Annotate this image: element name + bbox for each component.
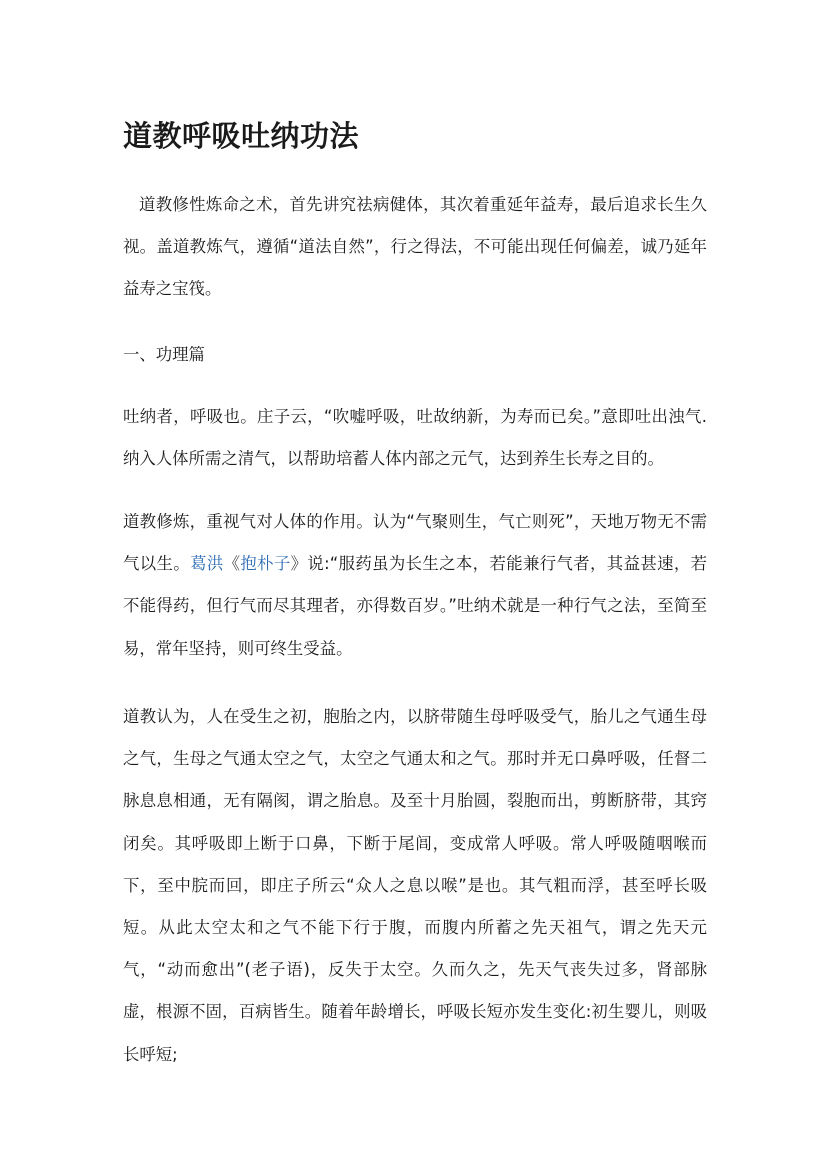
tuna-paragraph: 吐纳者，呼吸也。庄子云，“吹嘘呼吸，吐故纳新，为寿而已矣。”意即吐出浊气.纳入人体所需之清气，以帮助培蓄人体内部之元气，达到养生长寿之目的。	[123, 407, 707, 469]
embryo-breath-paragraph: 道教认为，人在受生之初，胞胎之内，以脐带随生母呼吸受气，胎儿之气通生母之气，生母之气通太空之气，太空之气通太和之气。那时并无口鼻呼吸，任督二脉息息相通，无有隔阂，谓之胎息。及至十月胎圆，裂胞而出，剪断脐带，其窍闭矣。其呼吸即上断于口鼻，下断于尾闾，变成常人呼吸。常人呼吸随咽喉而下，至中脘而回，即庄子所云“众人之息以喉”是也。其气粗而浮，甚至呼长吸短。从此太空太和之气不能下行于腹，而腹内所蓄之先天祖气，谓之先天元气，“动而愈出”(老子语)，反失于太空。久而久之，先天气丧失过多，肾部脉虚，根源不固，百病皆生。随着年龄增长，呼吸长短亦发生变化:初生婴儿，则吸长呼短;	[123, 707, 707, 1064]
intro-paragraph: 道教修性炼命之术，首先讲究祛病健体，其次着重延年益寿，最后追求长生久视。盖道教炼气，遵循“道法自然”，行之得法，不可能出现任何偏差，诚乃延年益寿之宝筏。	[123, 195, 707, 299]
qi-paragraph	[123, 501, 707, 670]
book-close-quote: 》	[290, 554, 308, 574]
baopuzi-link[interactable]: 抱朴子	[240, 554, 291, 574]
page-title: 道教呼吸吐纳功法	[123, 119, 360, 153]
ge-hong-link[interactable]: 葛洪	[190, 554, 224, 574]
qi-paragraph-text-2: 说:“服药虽为长生之本，若能兼行气者，其益甚速，若不能得药，但行气而尽其理者，亦得数百岁。”吐纳术就是一种行气之法，至简至易，常年坚持，则可终生受益。	[123, 554, 708, 658]
section-heading: 一、功理篇	[123, 345, 205, 364]
book-open-quote: 《	[223, 554, 241, 574]
qi-paragraph-text-1: 道教修炼，重视气对人体的作用。认为“气聚则生，气亡则死”，天地万物无不需气以生。	[123, 512, 707, 574]
